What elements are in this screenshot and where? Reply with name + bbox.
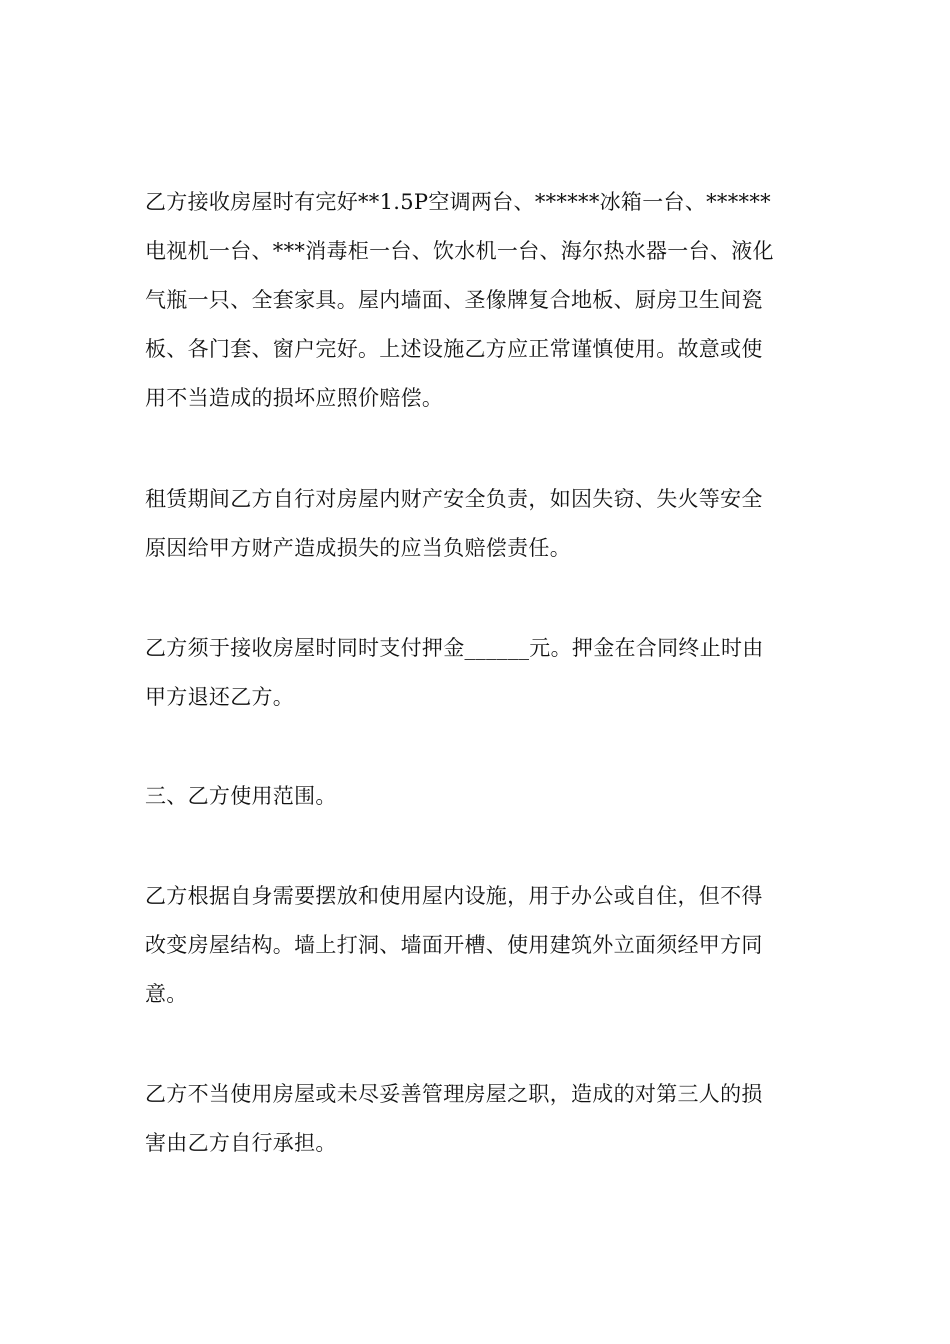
- text-line: 原因给甲方财产造成损失的应当负赔偿责任。: [145, 536, 571, 560]
- text-line: 乙方不当使用房屋或未尽妥善管理房屋之职，造成的对第三人的损: [145, 1082, 763, 1106]
- section-heading-usage-scope: [145, 772, 810, 821]
- text-line: 板、各门套、窗户完好。上述设施乙方应正常谨慎使用。故意或使: [145, 337, 763, 361]
- text-line: 害由乙方自行承担。: [145, 1131, 337, 1155]
- text-line: 租赁期间乙方自行对房屋内财产安全负责，如因失窃、失火等安全: [145, 487, 763, 511]
- paragraph-deposit: [145, 624, 810, 722]
- paragraph-property-safety: [145, 475, 810, 573]
- text-line: 意。: [145, 982, 188, 1006]
- paragraph-usage: [145, 872, 810, 1019]
- text-line: 乙方根据自身需要摆放和使用屋内设施，用于办公或自住，但不得: [145, 884, 763, 908]
- text-line: 甲方退还乙方。: [145, 685, 295, 709]
- paragraph-facilities: [145, 178, 810, 423]
- text-line: 用不当造成的损坏应照价赔偿。: [145, 386, 444, 410]
- text-line: 电视机一台、***消毒柜一台、饮水机一台、海尔热水器一台、液化: [145, 239, 774, 263]
- text-line: 乙方须于接收房屋时同时支付押金______元。押金在合同终止时由: [145, 636, 764, 660]
- text-line: 乙方接收房屋时有完好**1.5P空调两台、******冰箱一台、******: [145, 190, 771, 214]
- heading-line: 三、乙方使用范围。: [145, 784, 337, 808]
- text-line: 气瓶一只、全套家具。屋内墙面、圣像牌复合地板、厨房卫生间瓷: [145, 288, 763, 312]
- text-line: 改变房屋结构。墙上打洞、墙面开槽、使用建筑外立面须经甲方同: [145, 933, 763, 957]
- paragraph-third-party-liability: [145, 1070, 810, 1168]
